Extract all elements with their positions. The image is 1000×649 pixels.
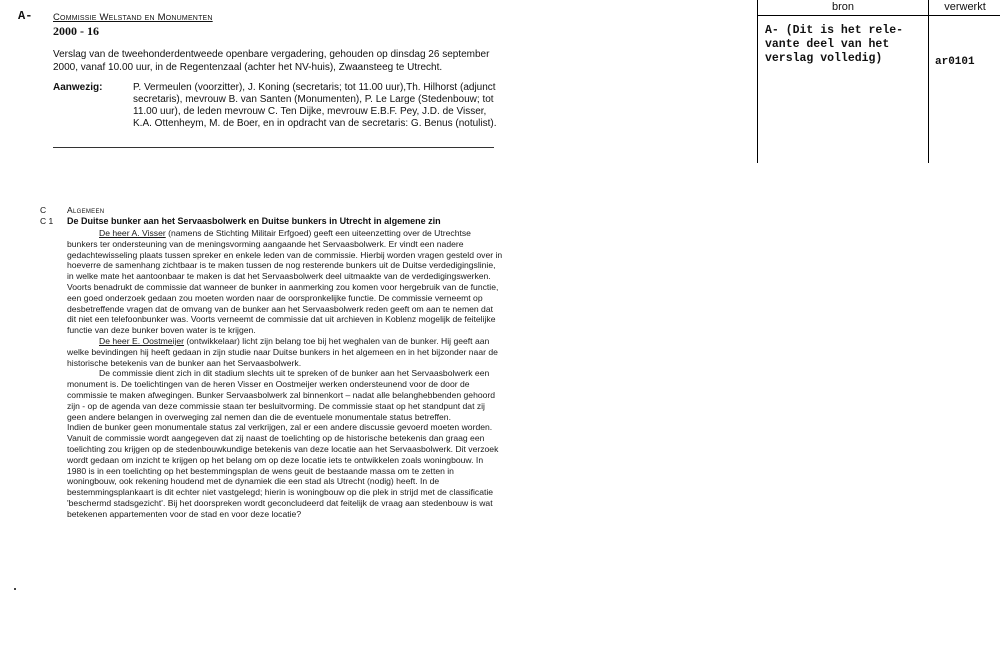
subsection-code: C 1 — [40, 216, 54, 226]
header-divider — [53, 147, 494, 148]
paragraph-text: Indien de bunker geen monumentale status zal verkrijgen, zal er een andere discussie gevoerd moeten worden. Vanuit de commissie wordt aangegeven dat zij naast de toelichting op de historische betekenis dan graag een toelichting zou krijgen op de stedenbouwkundige betekenis van deze locatie aan het Servaasbolwerk. Dit verzoek wordt gedaan om inzicht te krijgen op het belang om op deze locatie iets te ontwikkelen zoals woningbouw. In 1980 is in een toelichting op het bestemmingsplan de wens geuit de bestaande massa om te zetten in woningbouw, ook rekening houdend met de dynamiek die een stad als Utrecht (nodig) heeft. In de bestemmingsplankaart is dit echter niet vastgelegd; hierin is woningbouw op die plek in strijd met de classificatie 'beschermd stadsgezicht'. Bij het doorspreken wordt geconcludeerd dat feitelijk de vraag aan stedenbouw is wat betekenen appartementen voor de stad en voor deze locatie? — [67, 422, 499, 519]
attendance-list: P. Vermeulen (voorzitter), J. Koning (secretaris; tot 11.00 uur),Th. Hilhorst (adjunct secretaris), mevrouw B. van Santen (Monumenten), P. Le Large (Stedenbouw; tot 11.00 uur), de leden mevrouw C. Ten Dijke, mevrouw E.B.F. Pey, J.D. de Visser, K.A. Ottenheym, M. de Boer, en in opdracht van de secretaris: G. Benus (notulist). — [133, 82, 497, 129]
attendance-block — [53, 82, 503, 130]
paragraph-text: (namens de Stichting Militair Erfgoed) geeft een uiteenzetting over de Utrechtse bunkers ter ondersteuning van de meningsvorming aangaande het Servaasbolwerk. Er vindt een nadere gedachtewisseling plaats tussen spreker en enkele leden van de commissie. Hierbij worden vragen gesteld over in hoeverre de samenhang zichtbaar is te maken tussen de nog resterende bunkers uit de Duitse verdedigingslinie, in welke mate het aantoonbaar te maken is dat het Servaasbolwerk deel uitmaakte van de verdedigingswerken. Voorts benadrukt de commissie dat wanneer de bunker in aanmerking zou komen voor hergebruik van de functie, een goed onderzoek gedaan zou moeten worden naar de oorspronkelijke functie. De commissie verneemt op desbetreffende vragen dat de omvang van de bunker aan het Servaasbolwerk reden geeft om aan te nemen dat dit niet een telefoonbunker was. Voorts verneemt de commissie dat uit archieven in Koblenz mogelijk de feitelijke functie van deze bunker boven water is te krijgen. — [67, 228, 503, 336]
paragraph — [67, 228, 503, 336]
minutes-body — [67, 228, 503, 520]
column-verwerkt: verwerkt — [944, 1, 986, 13]
organisation-name: Commissie Welstand en Monumenten — [53, 12, 213, 23]
document-header — [53, 12, 503, 130]
archive-code: ar0101 — [935, 56, 975, 68]
section-title: Algemeen — [67, 205, 105, 215]
archive-stamp-box — [757, 0, 1000, 163]
speaker-name: De heer A. Visser — [99, 228, 166, 238]
paragraph — [67, 368, 503, 422]
column-bron: bron — [831, 1, 855, 13]
margin-mark: A- — [18, 9, 33, 23]
scan-speck — [14, 588, 16, 590]
paragraph — [67, 336, 503, 368]
stamp-header-line — [758, 15, 1000, 16]
source-note: A- (Dit is het rele- vante deel van het verslag volledig) — [765, 24, 904, 65]
paragraph-text: (ontwikkelaar) licht zijn belang toe bij het weghalen van de bunker. Hij geeft aan welke bevindingen hij heeft gedaan in zijn studie naar Duitse bunkers in het algemeen en in het bijzonder naar de historische betekenis van de bunker aan het Servaasbolwerk. — [67, 335, 498, 368]
paragraph-text: De commissie dient zich in dit stadium slechts uit te spreken of de bunker aan het Servaasbolwerk een monument is. De toelichtingen van de heren Visser en Oostmeijer werken ondersteunend voor de door de commissie te maken afwegingen. Bunker Servaasbolwerk zal binnenkort – nadat alle belanghebbenden gehoord zijn - op de agenda van deze commissie staan ter besluitvorming. De commissie staat op het standpunt dat zij geen andere belangen in overweging zal nemen dan die de eventuele monumentale status betreffen. — [67, 368, 496, 422]
paragraph — [67, 422, 503, 519]
report-number: 2000 - 16 — [53, 24, 99, 38]
subsection-title: De Duitse bunker aan het Servaasbolwerk en Duitse bunkers in Utrecht in algemene zin — [67, 216, 441, 226]
stamp-column-divider — [928, 0, 929, 163]
speaker-name: De heer E. Oostmeijer — [99, 335, 185, 346]
attendance-label: Aanwezig: — [53, 82, 103, 93]
section-heading — [40, 205, 441, 226]
report-intro: Verslag van de tweehonderdentweede openbare vergadering, gehouden op dinsdag 26 september 2000, vanaf 10.00 uur, in de Regentenzaal (achter het NV-huis), Zwaansteeg te Utrecht. — [53, 49, 490, 73]
section-code: C — [40, 205, 47, 215]
